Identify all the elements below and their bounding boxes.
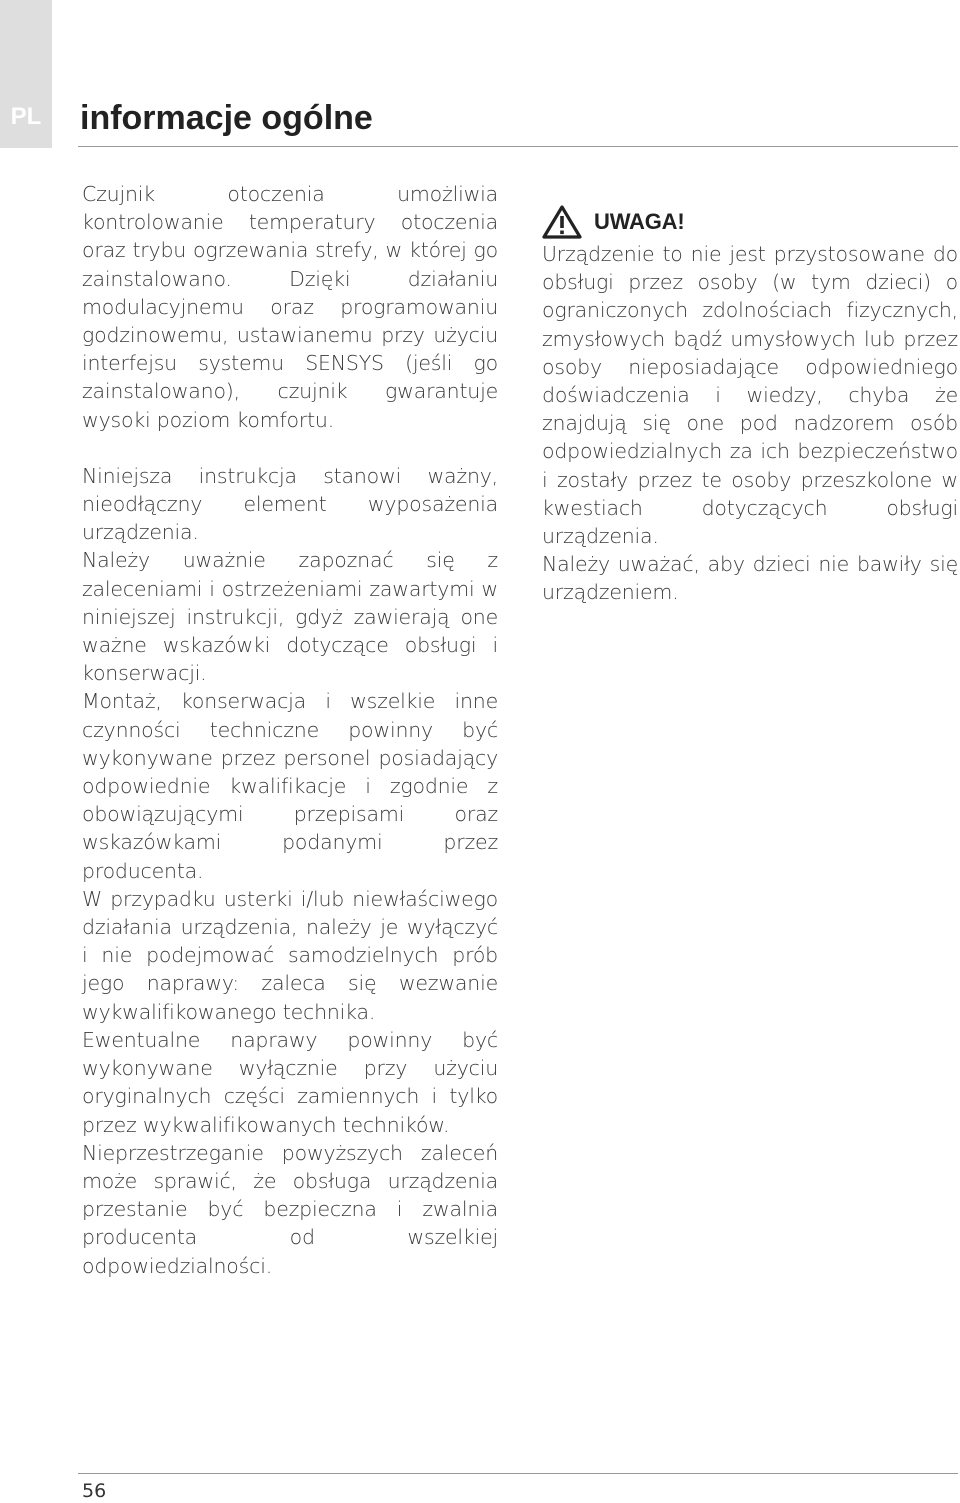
warning-paragraph: Urządzenie to nie jest przystosowane do obsługi przez osoby (w tym dzieci) o ograniczonych zdolnościach fizycznych, zmysłowych bądź umysłowych lub przez osoby nieposiadające odpowiedniego doświadczenia i wiedzy, chyba że znajdują się one pod nadzorem osób odpowiedzialnych za ich bezpieczeństwo i zostały przez te osoby przeszkolone w kwestiach dotyczących obsługi urządzenia. [542,242,958,549]
warning-heading [542,204,958,240]
page-number: 56 [82,1480,107,1502]
page-title: informacje ogólne [80,99,373,137]
read-instructions-paragraph: Należy uważnie zapoznać się z zaleceniami i ostrzeżeniami zawartymi w niniejszej instrukcji, gdyż zawierają one ważne wskazówki dotyczące obsługi i konserwacji. [82,548,498,686]
children-warning-paragraph: Należy uważać, aby dzieci nie bawiły się urządzeniem. [542,552,958,605]
footer-divider [78,1473,958,1474]
warning-triangle-icon [542,205,582,239]
language-code: PL [10,103,42,130]
intro-paragraph: Czujnik otoczenia umożliwia kontrolowanie temperatury otoczenia oraz trybu ogrzewania strefy, w której go zainstalowano. Dzięki działaniu modulacyjnemu oraz programowaniu godzinowemu, ustawianemu przy użyciu interfejsu systemu SENSYS (jeśli go zainstalowano), czujnik gwarantuje wysoki poziom komfortu. [82,182,498,432]
title-divider [78,146,958,147]
malfunction-paragraph: W przypadku usterki i/lub niewłaściwego działania urządzenia, należy je wyłączyć i nie podejmować samodzielnych prób jego naprawy: zaleca się wezwanie wykwalifikowanego technika. [82,886,498,1024]
right-column [542,204,958,607]
left-column [82,180,498,1280]
manual-importance-paragraph: Niniejsza instrukcja stanowi ważny, nieodłączny element wyposażenia urządzenia. [82,463,498,545]
repairs-paragraph: Ewentualne naprawy powinny być wykonywane wyłącznie przy użyciu oryginalnych części zamiennych i tylko przez wykwalifikowanych techników. [82,1027,498,1137]
warning-label: UWAGA! [594,208,685,234]
installation-paragraph: Montaż, konserwacja i wszelkie inne czynności techniczne powinny być wykonywane przez personel posiadający odpowiednie kwalifikacje i zgodnie z obowiązującymi przepisami oraz wskazówkami podanymi przez producenta. [82,689,498,883]
language-tab [0,0,52,148]
liability-paragraph: Nieprzestrzeganie powyższych zaleceń może sprawić, że obsługa urządzenia przestanie być bezpieczna i zwalnia producenta od wszelkiej odpowiedzialności. [82,1140,498,1278]
